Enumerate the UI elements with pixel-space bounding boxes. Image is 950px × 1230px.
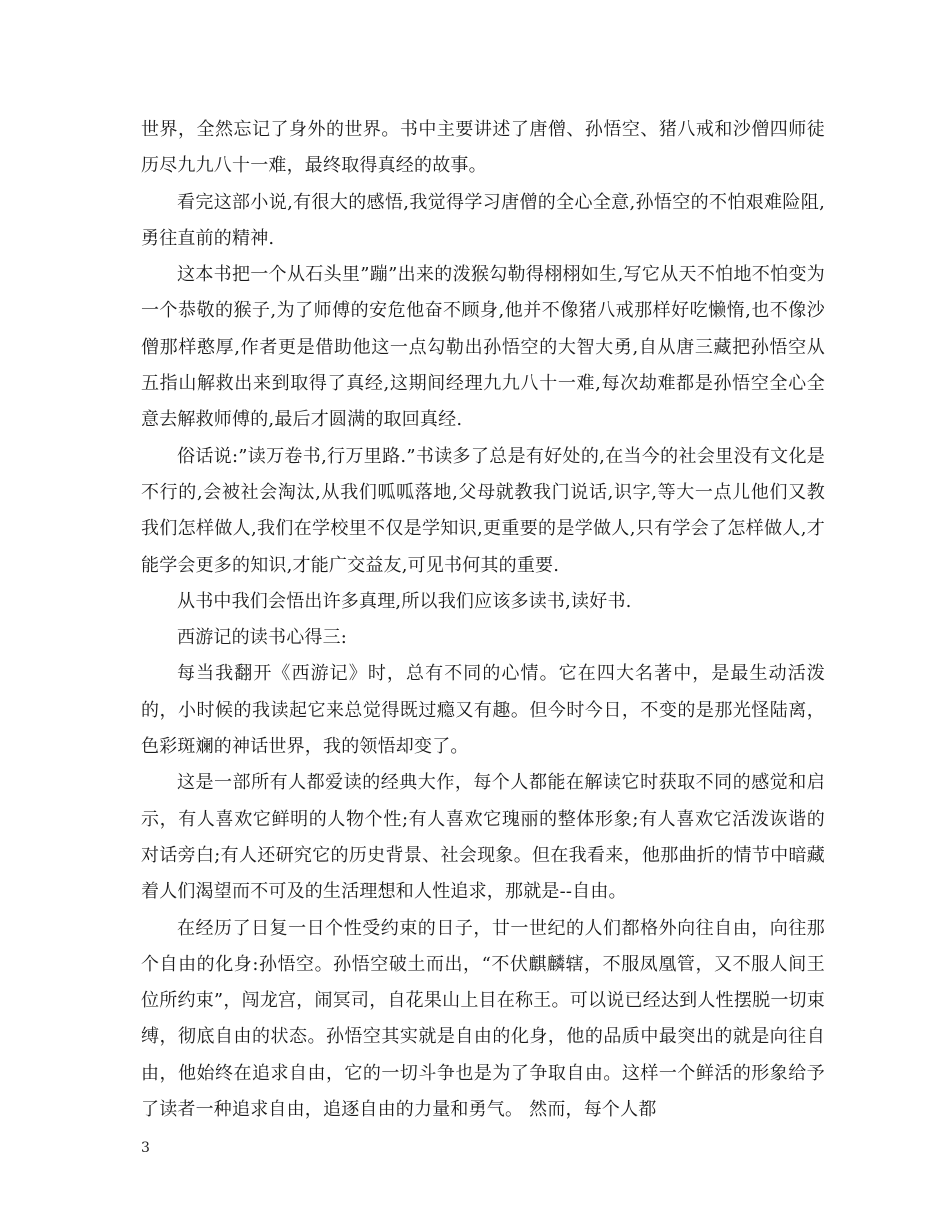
paragraph-8: 这是一部所有人都爱读的经典大作，每个人都能在解读它时获取不同的感觉和启示，有人喜欢它鲜明的人物个性;有人喜欢它瑰丽的整体形象;有人喜欢它活泼诙谐的对话旁白;有人还研究它的历史背景、社会现象。但在我看来，他那曲折的情节中暗藏着人们渴望而不可及的生活理想和人性追求，那就是--自由。 [141, 772, 825, 903]
document-body [141, 112, 825, 1128]
paragraph-3: 这本书把一个从石头里”蹦”出来的泼猴勾勒得栩栩如生,写它从天不怕地不怕变为一个恭敬的猴子,为了师傅的安危他奋不顾身,他并不像猪八戒那样好吃懒惰,也不像沙僧那样憨厚,作者更是借助他这一点勾勒出孙悟空的大智大勇,自从唐三藏把孙悟空从五指山解救出来到取得了真经,这期间经理九九八十一难,每次劫难都是孙悟空全心全意去解救师傅的,最后才圆满的取回真经. [141, 264, 825, 431]
paragraph-9: 在经历了日复一日个性受约束的日子，廿一世纪的人们都格外向往自由，向往那个自由的化身:孙悟空。孙悟空破土而出，“不伏麒麟辖，不服凤凰管，又不服人间王位所约束”，闯龙宫，闹冥司，自花果山上目在称王。可以说已经达到人性摆脱一切束缚，彻底自由的状态。孙悟空其实就是自由的化身，他的品质中最突出的就是向往自由，他始终在追求自由，它的一切斗争也是为了争取自由。这样一个鲜活的形象给予了读者一种追求自由，追逐自由的力量和勇气。 然而，每个人都 [141, 917, 825, 1121]
paragraph-4: 俗话说:”读万卷书,行万里路.”书读多了总是有好处的,在当今的社会里没有文化是不行的,会被社会淘汰,从我们呱呱落地,父母就教我门说话,识字,等大一点儿他们又教我们怎样做人,我们在学校里不仅是学知识,更重要的是学做人,只有学会了怎样做人,才能学会更多的知识,才能广交益友,可见书何其的重要. [141, 445, 825, 576]
paragraph-7: 每当我翻开《西游记》时，总有不同的心情。它在四大名著中，是最生动活泼的，小时候的我读起它来总觉得既过瘾又有趣。但今时今日，不变的是那光怪陆离，色彩斑斓的神话世界，我的领悟却变了。 [141, 663, 825, 758]
paragraph-1: 世界，全然忘记了身外的世界。书中主要讲述了唐僧、孙悟空、猪八戒和沙僧四师徒历尽九九八十一难，最终取得真经的故事。 [141, 119, 825, 177]
paragraph-5: 从书中我们会悟出许多真理,所以我们应该多读书,读好书. [177, 590, 632, 612]
page-number: 3 [141, 1140, 150, 1156]
paragraph-2: 看完这部小说,有很大的感悟,我觉得学习唐僧的全心全意,孙悟空的不怕艰难险阻,勇往直前的精神. [141, 191, 825, 249]
section-heading: 西游记的读书心得三: [177, 627, 348, 649]
